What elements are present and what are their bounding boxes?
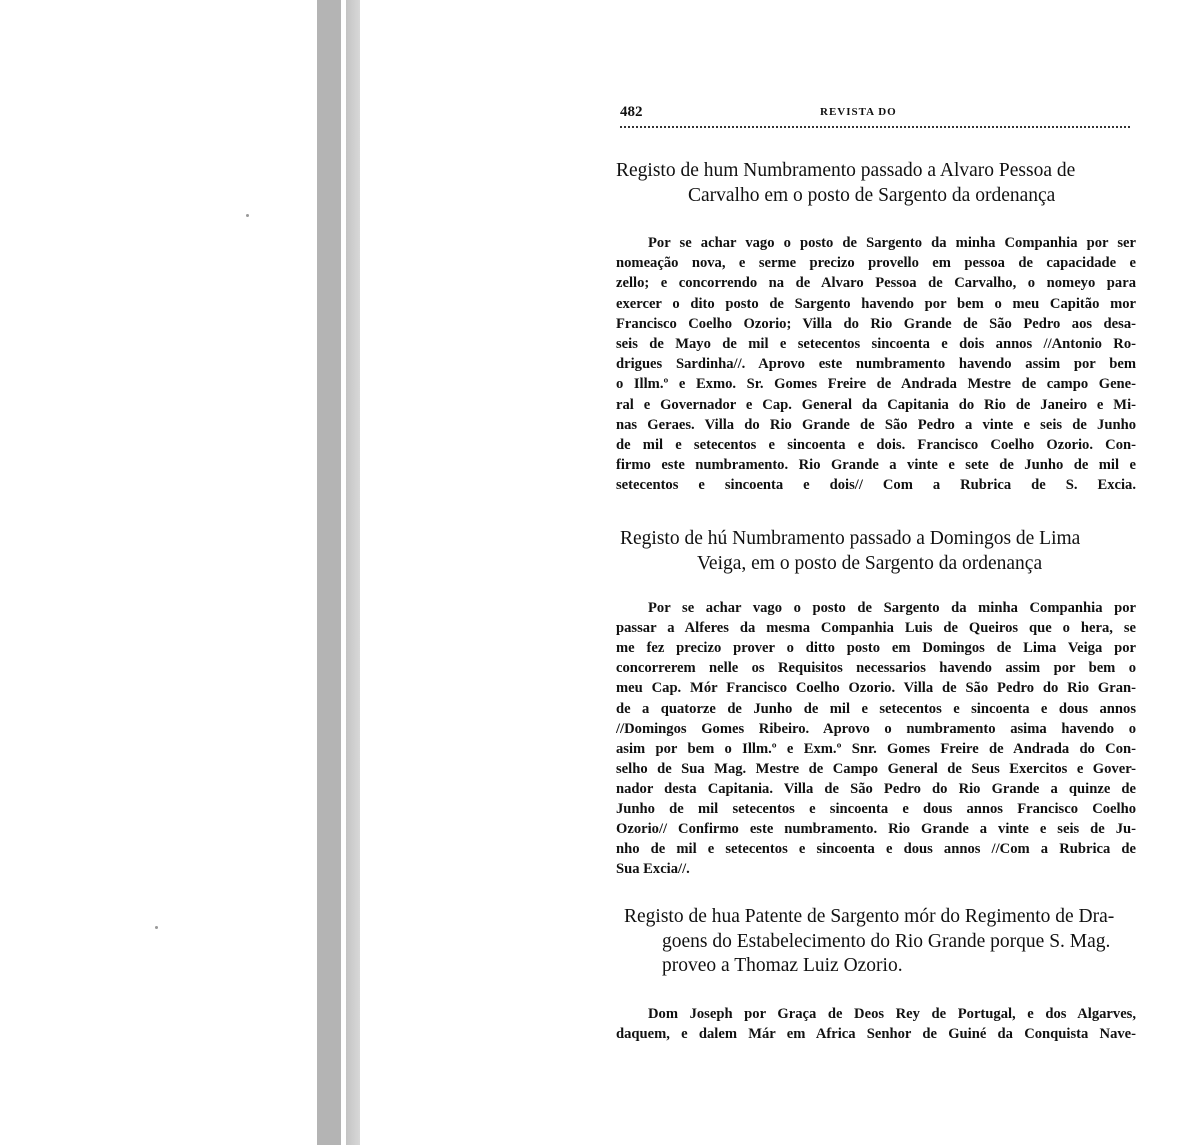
- paragraph-line: seis de Mayo de mil e setecentos sincoenta e dois annos //Antonio Ro-: [616, 336, 1136, 352]
- running-title: REVISTA DO: [820, 106, 897, 118]
- paragraph-line: setecentos e sincoenta e dois// Com a Rubrica de S. Excia.: [616, 477, 1136, 494]
- page-number: 482: [620, 104, 643, 120]
- paragraph-line: nomeação nova, e serme precizo provello em pessoa de capacidade e: [616, 255, 1136, 272]
- paragraph-line: nas Geraes. Villa do Rio Grande de São Pedro a vinte e seis de Junho: [616, 416, 1136, 433]
- section-title-line: Carvalho em o posto de Sargento da ordenança: [688, 184, 1056, 206]
- paragraph-line: ral e Governador e Cap. General da Capitania do Rio de Janeiro e Mi-: [616, 396, 1136, 413]
- page-header: [620, 104, 1130, 124]
- paragraph-line: zello; e concorrendo na de Alvaro Pessoa de Carvalho, o nomeyo para: [616, 275, 1136, 292]
- header-rule: [620, 126, 1130, 128]
- paragraph-line: passar a Alferes da mesma Companhia Luis de Queiros que o hera, se: [616, 620, 1136, 637]
- paragraph-line: //Domingos Gomes Ribeiro. Aprovo o numbramento asima havendo o: [616, 720, 1136, 737]
- paragraph-line: Por se achar vago o posto de Sargento da minha Companhia por: [648, 600, 1136, 616]
- paragraph-line: nho de mil e setecentos e sincoenta e dous annos //Com a Rubrica de: [616, 841, 1136, 858]
- section-title-line: proveo a Thomaz Luiz Ozorio.: [662, 955, 903, 976]
- paragraph-line: Ozorio// Confirmo este numbramento. Rio Grande a vinte e seis de Ju-: [616, 821, 1136, 838]
- section-title-line: Registo de hua Patente de Sargento mór do Regimento de Dra-: [624, 906, 1115, 927]
- paragraph-line: Por se achar vago o posto de Sargento da minha Companhia por ser: [648, 235, 1136, 251]
- paragraph-line: Dom Joseph por Graça de Deos Rey de Portugal, e dos Algarves,: [648, 1006, 1136, 1022]
- section-title-line: Registo de hú Numbramento passado a Domingos de Lima: [620, 528, 1081, 549]
- paragraph-line: exercer o dito posto de Sargento havendo por bem o meu Capitão mor: [616, 295, 1136, 312]
- paragraph-line: o Illm.º e Exmo. Sr. Gomes Freire de Andrada Mestre de campo Gene-: [616, 376, 1136, 393]
- paragraph-line: me fez precizo prover o ditto posto em Domingos de Lima Veiga por: [616, 640, 1136, 657]
- scan-gutter-shadow: [317, 0, 341, 1145]
- section-title-line: goens do Estabelecimento do Rio Grande porque S. Mag.: [662, 930, 1111, 952]
- section-title-line: Veiga, em o posto de Sargento da ordenança: [697, 552, 1043, 574]
- paragraph-line: Francisco Coelho Ozorio; Villa do Rio Grande de São Pedro aos desa-: [616, 315, 1136, 332]
- paragraph-line: Junho de mil setecentos e sincoenta e dous annos Francisco Coelho: [616, 801, 1136, 817]
- paragraph-line: asim por bem o Illm.º e Exm.º Snr. Gomes Freire de Andrada do Con-: [616, 740, 1136, 757]
- scan-speck: [155, 926, 158, 929]
- paragraph-line: daquem, e dalem Már em Africa Senhor de Guiné da Conquista Nave-: [616, 1026, 1136, 1042]
- paragraph-line: de a quatorze de Junho de mil e setecentos e sincoenta e dous annos: [616, 700, 1136, 717]
- paragraph-line: drigues Sardinha//. Aprovo este numbramento havendo assim por bem: [616, 356, 1136, 373]
- paragraph-line: meu Cap. Mór Francisco Coelho Ozorio. Villa de São Pedro do Rio Gran-: [616, 680, 1136, 697]
- scan-speck: [246, 214, 249, 217]
- paragraph-line: concorrerem nelle os Requisitos necessarios havendo assim por bem o: [616, 660, 1136, 677]
- paragraph-line: nador desta Capitania. Villa de São Pedro do Rio Grande a quinze de: [616, 780, 1136, 797]
- paragraph-line: de mil e setecentos e sincoenta e dois. Francisco Coelho Ozorio. Con-: [616, 437, 1136, 453]
- section-title-line: Registo de hum Numbramento passado a Alvaro Pessoa de: [616, 160, 1076, 181]
- paragraph-line: selho de Sua Mag. Mestre de Campo General de Seus Exercitos e Gover-: [616, 760, 1136, 777]
- scan-gutter-edge: [346, 0, 360, 1145]
- paragraph-line: firmo este numbramento. Rio Grande a vinte e sete de Junho de mil e: [616, 457, 1136, 474]
- paragraph-line: Sua Excia//.: [616, 861, 690, 878]
